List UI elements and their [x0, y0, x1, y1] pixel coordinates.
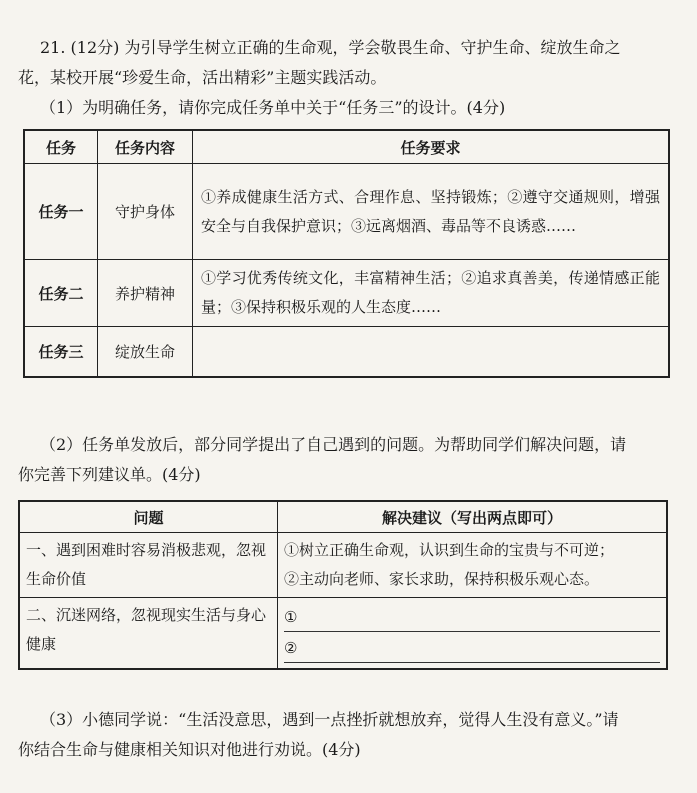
task-table — [23, 129, 670, 378]
q21-part3-line1: （3）小德同学说：“生活没意思，遇到一点挫折就想放弃，觉得人生没有意义。”请 — [40, 710, 619, 729]
q21-part1: （1）为明确任务，请你完成任务单中关于“任务三”的设计。(4分) — [40, 98, 506, 117]
task-requirement: ①学习优秀传统文化，丰富精神生活；②追求真善美，传递情感正能量；③保持积极乐观的人生态度…… — [193, 260, 670, 327]
task-table-header-task: 任务 — [24, 130, 98, 164]
answer-blank-1[interactable]: ① — [284, 603, 660, 632]
task-content: 绽放生命 — [98, 327, 193, 377]
advice-solution-cell — [278, 533, 668, 598]
advice-table-header-problem: 问题 — [19, 501, 278, 533]
table-row — [24, 327, 669, 377]
advice-solution-cell — [278, 598, 668, 670]
advice-table-header-solution: 解决建议（写出两点即可） — [278, 501, 668, 533]
advice-problem: 一、遇到困难时容易消极悲观，忽视生命价值 — [19, 533, 278, 598]
table-row — [19, 598, 667, 670]
task-content: 守护身体 — [98, 164, 193, 260]
q21-part3-line2: 你结合生命与健康相关知识对他进行劝说。(4分) — [18, 740, 361, 759]
task-name: 任务一 — [24, 164, 98, 260]
advice-solution-item: ②主动向老师、家长求助，保持积极乐观心态。 — [284, 570, 600, 588]
task-name: 任务二 — [24, 260, 98, 327]
answer-blank-2[interactable]: ② — [284, 634, 660, 663]
table-row — [19, 533, 667, 598]
task-name: 任务三 — [24, 327, 98, 377]
task-table-header-content: 任务内容 — [98, 130, 193, 164]
q21-intro-line2: 花，某校开展“珍爱生命，活出精彩”主题实践活动。 — [18, 68, 387, 87]
task-content: 养护精神 — [98, 260, 193, 327]
table-row — [24, 164, 669, 260]
advice-solution-item: ①树立正确生命观，认识到生命的宝贵与不可逆； — [284, 541, 615, 559]
q21-part2-line1: （2）任务单发放后，部分同学提出了自己遇到的问题。为帮助同学们解决问题，请 — [40, 435, 627, 454]
advice-table — [18, 500, 668, 670]
task-table-header-requirement: 任务要求 — [193, 130, 670, 164]
q21-intro-line1: 21. (12分) 为引导学生树立正确的生命观，学会敬畏生命、守护生命、绽放生命之 — [40, 38, 621, 57]
table-row — [24, 260, 669, 327]
advice-problem: 二、沉迷网络，忽视现实生活与身心健康 — [19, 598, 278, 670]
q21-part2-line2: 你完善下列建议单。(4分) — [18, 465, 201, 484]
task3-requirement-blank[interactable] — [193, 327, 670, 377]
task-requirement: ①养成健康生活方式、合理作息、坚持锻炼；②遵守交通规则，增强安全与自我保护意识；③远离烟酒、毒品等不良诱惑…… — [193, 164, 670, 260]
